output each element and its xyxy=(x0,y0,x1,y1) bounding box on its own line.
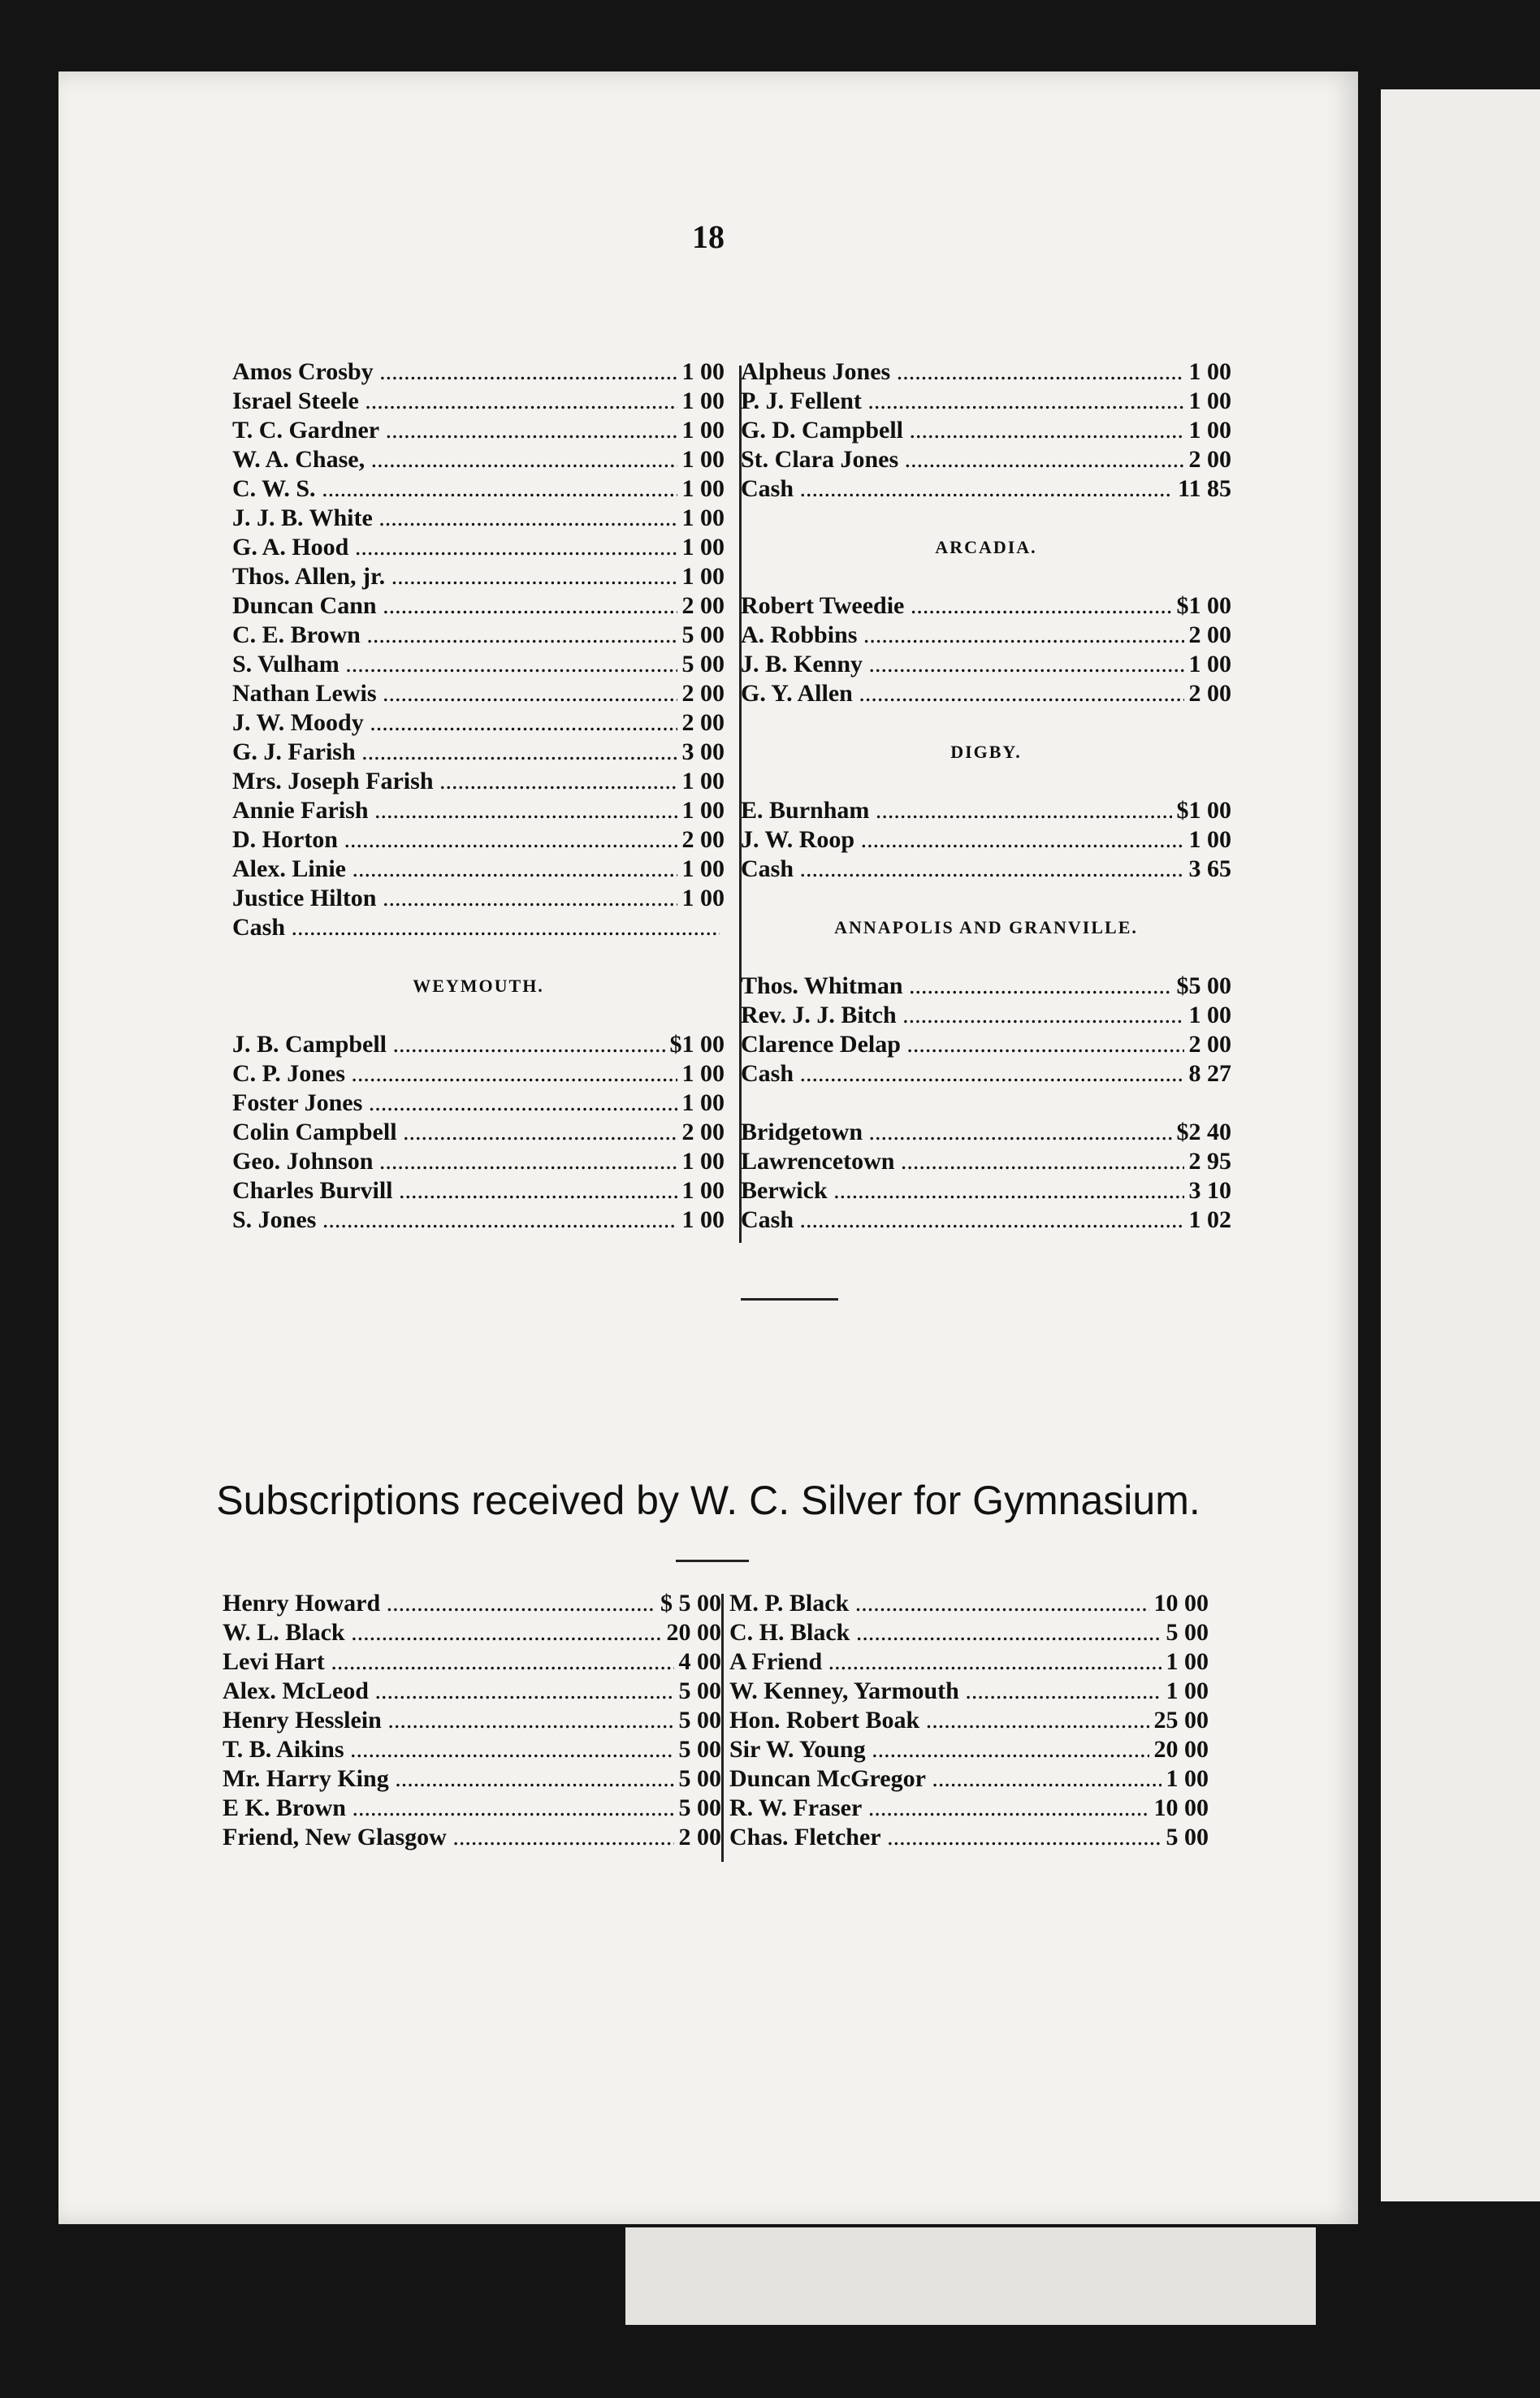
list-item xyxy=(232,1205,725,1235)
list-item xyxy=(223,1677,721,1706)
list-item xyxy=(741,1030,1231,1059)
amount: 3 00 xyxy=(677,738,725,767)
gymnasium-left-column xyxy=(223,1589,721,1852)
section-heading: ARCADIA. xyxy=(935,537,1037,557)
list-item xyxy=(232,1147,725,1176)
amount: 25 00 xyxy=(1149,1706,1209,1735)
subscriber-name: C. E. Brown ..... xyxy=(232,621,677,650)
amount: $5 00 xyxy=(1172,972,1232,1001)
subscriber-name: Cash ..... xyxy=(741,1059,1184,1089)
page-number: 18 xyxy=(692,219,725,255)
list-item xyxy=(729,1706,1209,1735)
list-item xyxy=(741,416,1231,445)
list-item xyxy=(232,387,725,416)
list-item xyxy=(232,738,725,767)
subscriber-name: Thos. Allen, jr. ..... xyxy=(232,562,677,591)
list-item xyxy=(232,562,725,591)
amount: 2 00 xyxy=(674,1823,722,1852)
list-item xyxy=(232,591,725,621)
subscriber-name: J. W. Roop ..... xyxy=(741,825,1184,855)
amount: 5 00 xyxy=(674,1706,722,1735)
amount: 2 95 xyxy=(1184,1147,1232,1176)
amount: 1 00 xyxy=(677,1059,725,1089)
subscriber-name: Geo. Johnson ..... xyxy=(232,1147,677,1176)
subscriber-name: P. J. Fellent ..... xyxy=(741,387,1184,416)
subscriber-name: M. P. Black ..... xyxy=(729,1589,1149,1618)
amount: 2 00 xyxy=(677,825,725,855)
amount: 1 00 xyxy=(677,504,725,533)
amount: $ 5 00 xyxy=(655,1589,721,1618)
amount: 5 00 xyxy=(674,1677,722,1706)
amount: $1 00 xyxy=(1172,591,1232,621)
subscriber-name: Cash ..... xyxy=(741,1205,1184,1235)
amount: $1 00 xyxy=(665,1030,725,1059)
subscriber-name: Levi Hart ..... xyxy=(223,1647,674,1677)
list-item xyxy=(729,1735,1209,1764)
amount: 1 00 xyxy=(677,562,725,591)
amount: 3 65 xyxy=(1184,855,1232,884)
amount: 1 00 xyxy=(677,357,725,387)
subscriber-name: Cash ..... xyxy=(741,855,1184,884)
list-item xyxy=(223,1794,721,1823)
amount: 2 00 xyxy=(1184,1030,1232,1059)
adjacent-page xyxy=(1381,89,1540,2201)
gymnasium-divider xyxy=(721,1594,724,1862)
subscriber-name: Lawrencetown ..... xyxy=(741,1147,1184,1176)
amount: 5 00 xyxy=(677,650,725,679)
list-item xyxy=(729,1823,1209,1852)
list-item xyxy=(232,1089,725,1118)
subscriber-name: Cash ..... xyxy=(232,913,720,942)
list-item xyxy=(232,679,725,708)
spacer xyxy=(741,884,1231,913)
list-item xyxy=(232,825,725,855)
subscriber-name: Annie Farish ..... xyxy=(232,796,677,825)
list-item xyxy=(729,1794,1209,1823)
list-item xyxy=(729,1677,1209,1706)
amount: 1 00 xyxy=(677,855,725,884)
list-item xyxy=(741,445,1231,474)
subscriber-name: Bridgetown ..... xyxy=(741,1118,1172,1147)
subscriber-name: Israel Steele ..... xyxy=(232,387,677,416)
subscriber-name: St. Clara Jones ..... xyxy=(741,445,1184,474)
list-item xyxy=(223,1618,721,1647)
subscriber-name: Mrs. Joseph Farish ..... xyxy=(232,767,677,796)
amount: 1 00 xyxy=(677,1205,725,1235)
list-item xyxy=(232,1118,725,1147)
subscriber-name: Berwick ..... xyxy=(741,1176,1184,1205)
amount: 20 00 xyxy=(1149,1735,1209,1764)
subscriber-name: Hon. Robert Boak ..... xyxy=(729,1706,1149,1735)
amount: 4 00 xyxy=(674,1647,722,1677)
amount: 1 00 xyxy=(1184,416,1232,445)
list-item xyxy=(232,1059,725,1089)
amount: 1 00 xyxy=(677,416,725,445)
list-item xyxy=(741,591,1231,621)
list-item xyxy=(232,913,725,942)
subscriber-name: Alex. Linie ..... xyxy=(232,855,677,884)
subscriber-name: G. A. Hood ..... xyxy=(232,533,677,562)
amount: 1 00 xyxy=(677,1089,725,1118)
amount: 1 00 xyxy=(677,884,725,913)
page-underlay xyxy=(625,2227,1316,2325)
subscriber-name: Duncan Cann ..... xyxy=(232,591,677,621)
amount: 11 85 xyxy=(1173,474,1231,504)
subscriber-name: Amos Crosby ..... xyxy=(232,357,677,387)
amount xyxy=(720,913,725,942)
list-item xyxy=(223,1735,721,1764)
amount: 5 00 xyxy=(674,1764,722,1794)
list-item xyxy=(232,533,725,562)
list-item xyxy=(741,855,1231,884)
amount: 1 00 xyxy=(677,796,725,825)
amount: 1 00 xyxy=(677,767,725,796)
subscriber-name: J. W. Moody ..... xyxy=(232,708,677,738)
list-item xyxy=(232,445,725,474)
list-item xyxy=(741,679,1231,708)
amount: 1 00 xyxy=(1161,1677,1209,1706)
subscriber-name: W. L. Black ..... xyxy=(223,1618,662,1647)
subscriber-name: G. J. Farish ..... xyxy=(232,738,677,767)
list-item xyxy=(232,708,725,738)
amount: 2 00 xyxy=(1184,679,1232,708)
subscriber-name: E. Burnham ..... xyxy=(741,796,1172,825)
subscriber-name: Chas. Fletcher ..... xyxy=(729,1823,1161,1852)
section-heading: DIGBY. xyxy=(950,742,1022,762)
gymnasium-right-column xyxy=(729,1589,1209,1852)
amount: 5 00 xyxy=(1161,1618,1209,1647)
amount: 1 00 xyxy=(677,474,725,504)
subscriber-name: Thos. Whitman ..... xyxy=(741,972,1172,1001)
subscriber-name: Duncan McGregor ..... xyxy=(729,1764,1161,1794)
list-item xyxy=(741,387,1231,416)
spacer xyxy=(741,708,1231,738)
amount: 1 00 xyxy=(1161,1647,1209,1677)
amount: 1 00 xyxy=(1184,387,1232,416)
spacer xyxy=(741,562,1231,591)
list-item xyxy=(232,416,725,445)
amount: 2 00 xyxy=(677,708,725,738)
list-item xyxy=(741,621,1231,650)
subscriber-name: C. W. S. ..... xyxy=(232,474,677,504)
subscriber-name: Alpheus Jones ..... xyxy=(741,357,1184,387)
list-item xyxy=(232,796,725,825)
amount: 1 00 xyxy=(1184,650,1232,679)
amount: 8 27 xyxy=(1184,1059,1232,1089)
subscriber-name: Friend, New Glasgow ..... xyxy=(223,1823,674,1852)
list-item xyxy=(232,357,725,387)
subscriber-name: Nathan Lewis ..... xyxy=(232,679,677,708)
list-item xyxy=(741,1205,1231,1235)
subscriber-name: Sir W. Young ..... xyxy=(729,1735,1149,1764)
subscriber-name: G. Y. Allen ..... xyxy=(741,679,1184,708)
list-item xyxy=(741,825,1231,855)
subscriber-name: W. Kenney, Yarmouth ..... xyxy=(729,1677,1161,1706)
spacer xyxy=(741,942,1231,972)
amount: 5 00 xyxy=(674,1794,722,1823)
section-heading: WEYMOUTH. xyxy=(413,976,544,996)
subscriber-name: Justice Hilton ..... xyxy=(232,884,677,913)
list-item xyxy=(232,504,725,533)
subscriber-name: E K. Brown ..... xyxy=(223,1794,674,1823)
subscriber-name: W. A. Chase, ..... xyxy=(232,445,677,474)
list-item xyxy=(741,1059,1231,1089)
amount: 20 00 xyxy=(662,1618,722,1647)
subscriber-name: J. B. Campbell ..... xyxy=(232,1030,665,1059)
subscriber-name: Rev. J. J. Bitch ..... xyxy=(741,1001,1184,1030)
section-rule xyxy=(741,1298,838,1301)
amount: 2 00 xyxy=(1184,445,1232,474)
section-heading: ANNAPOLIS AND GRANVILLE. xyxy=(834,917,1138,937)
subscriber-name: Colin Campbell ..... xyxy=(232,1118,677,1147)
subscriber-name: Mr. Harry King ..... xyxy=(223,1764,674,1794)
subscriber-name: A Friend ..... xyxy=(729,1647,1161,1677)
subscriber-name: Alex. McLeod ..... xyxy=(223,1677,674,1706)
amount: 2 00 xyxy=(677,591,725,621)
subscriber-name: Charles Burvill ..... xyxy=(232,1176,677,1205)
subscriber-name: Henry Hesslein ..... xyxy=(223,1706,674,1735)
list-item xyxy=(741,1118,1231,1147)
list-item xyxy=(223,1706,721,1735)
subscriber-name: C. H. Black ..... xyxy=(729,1618,1161,1647)
spacer xyxy=(741,1089,1231,1118)
list-item xyxy=(232,474,725,504)
list-item xyxy=(741,474,1231,504)
title-underline xyxy=(676,1560,749,1562)
subscriber-name: A. Robbins ..... xyxy=(741,621,1184,650)
amount: 10 00 xyxy=(1149,1794,1209,1823)
subscriber-name: Cash ..... xyxy=(741,474,1173,504)
document-page xyxy=(58,71,1358,2224)
subscriber-name: T. B. Aikins ..... xyxy=(223,1735,674,1764)
list-item xyxy=(741,972,1231,1001)
amount: 5 00 xyxy=(677,621,725,650)
list-item xyxy=(741,796,1231,825)
amount: 10 00 xyxy=(1149,1589,1209,1618)
subscriber-name: S. Vulham ..... xyxy=(232,650,677,679)
right-column xyxy=(741,357,1231,1235)
list-item xyxy=(741,1147,1231,1176)
list-item xyxy=(741,650,1231,679)
subscriber-name: T. C. Gardner ..... xyxy=(232,416,677,445)
subscriber-name: D. Horton ..... xyxy=(232,825,677,855)
list-item xyxy=(223,1647,721,1677)
list-item xyxy=(232,1030,725,1059)
spacer xyxy=(232,1001,725,1030)
list-item xyxy=(741,357,1231,387)
amount: 1 00 xyxy=(1184,825,1232,855)
amount: 5 00 xyxy=(674,1735,722,1764)
amount: 1 00 xyxy=(677,1176,725,1205)
list-item xyxy=(223,1589,721,1618)
amount: 1 00 xyxy=(1184,357,1232,387)
subscriber-name: S. Jones ..... xyxy=(232,1205,677,1235)
list-item xyxy=(232,621,725,650)
list-item xyxy=(223,1823,721,1852)
list-item xyxy=(232,855,725,884)
subscriber-name: Robert Tweedie ..... xyxy=(741,591,1172,621)
list-item xyxy=(729,1647,1209,1677)
amount: $2 40 xyxy=(1172,1118,1232,1147)
amount: 1 00 xyxy=(677,387,725,416)
subscriber-name: Henry Howard ..... xyxy=(223,1589,655,1618)
amount: 1 00 xyxy=(677,445,725,474)
amount: 1 00 xyxy=(1184,1001,1232,1030)
subscriber-name: R. W. Fraser ..... xyxy=(729,1794,1149,1823)
amount: 1 00 xyxy=(1161,1764,1209,1794)
amount: 2 00 xyxy=(1184,621,1232,650)
list-item xyxy=(729,1764,1209,1794)
list-item xyxy=(232,767,725,796)
gymnasium-title: Subscriptions received by W. C. Silver for Gymnasium. xyxy=(216,1478,1200,1523)
amount: 1 02 xyxy=(1184,1205,1232,1235)
subscriber-name: Clarence Delap ..... xyxy=(741,1030,1184,1059)
amount: 2 00 xyxy=(677,1118,725,1147)
subscriber-name: G. D. Campbell ..... xyxy=(741,416,1184,445)
amount: 2 00 xyxy=(677,679,725,708)
left-column xyxy=(232,357,725,1235)
amount: 3 10 xyxy=(1184,1176,1232,1205)
spacer xyxy=(741,767,1231,796)
list-item xyxy=(741,1001,1231,1030)
amount: $1 00 xyxy=(1172,796,1232,825)
list-item xyxy=(223,1764,721,1794)
list-item xyxy=(232,650,725,679)
list-item xyxy=(741,1176,1231,1205)
subscriber-name: C. P. Jones ..... xyxy=(232,1059,677,1089)
list-item xyxy=(729,1589,1209,1618)
subscriber-name: J. J. B. White ..... xyxy=(232,504,677,533)
list-item xyxy=(232,1176,725,1205)
list-item xyxy=(232,884,725,913)
spacer xyxy=(741,504,1231,533)
amount: 5 00 xyxy=(1161,1823,1209,1852)
amount: 1 00 xyxy=(677,1147,725,1176)
spacer xyxy=(232,942,725,972)
subscriber-name: Foster Jones ..... xyxy=(232,1089,677,1118)
subscriber-name: J. B. Kenny ..... xyxy=(741,650,1184,679)
amount: 1 00 xyxy=(677,533,725,562)
list-item xyxy=(729,1618,1209,1647)
